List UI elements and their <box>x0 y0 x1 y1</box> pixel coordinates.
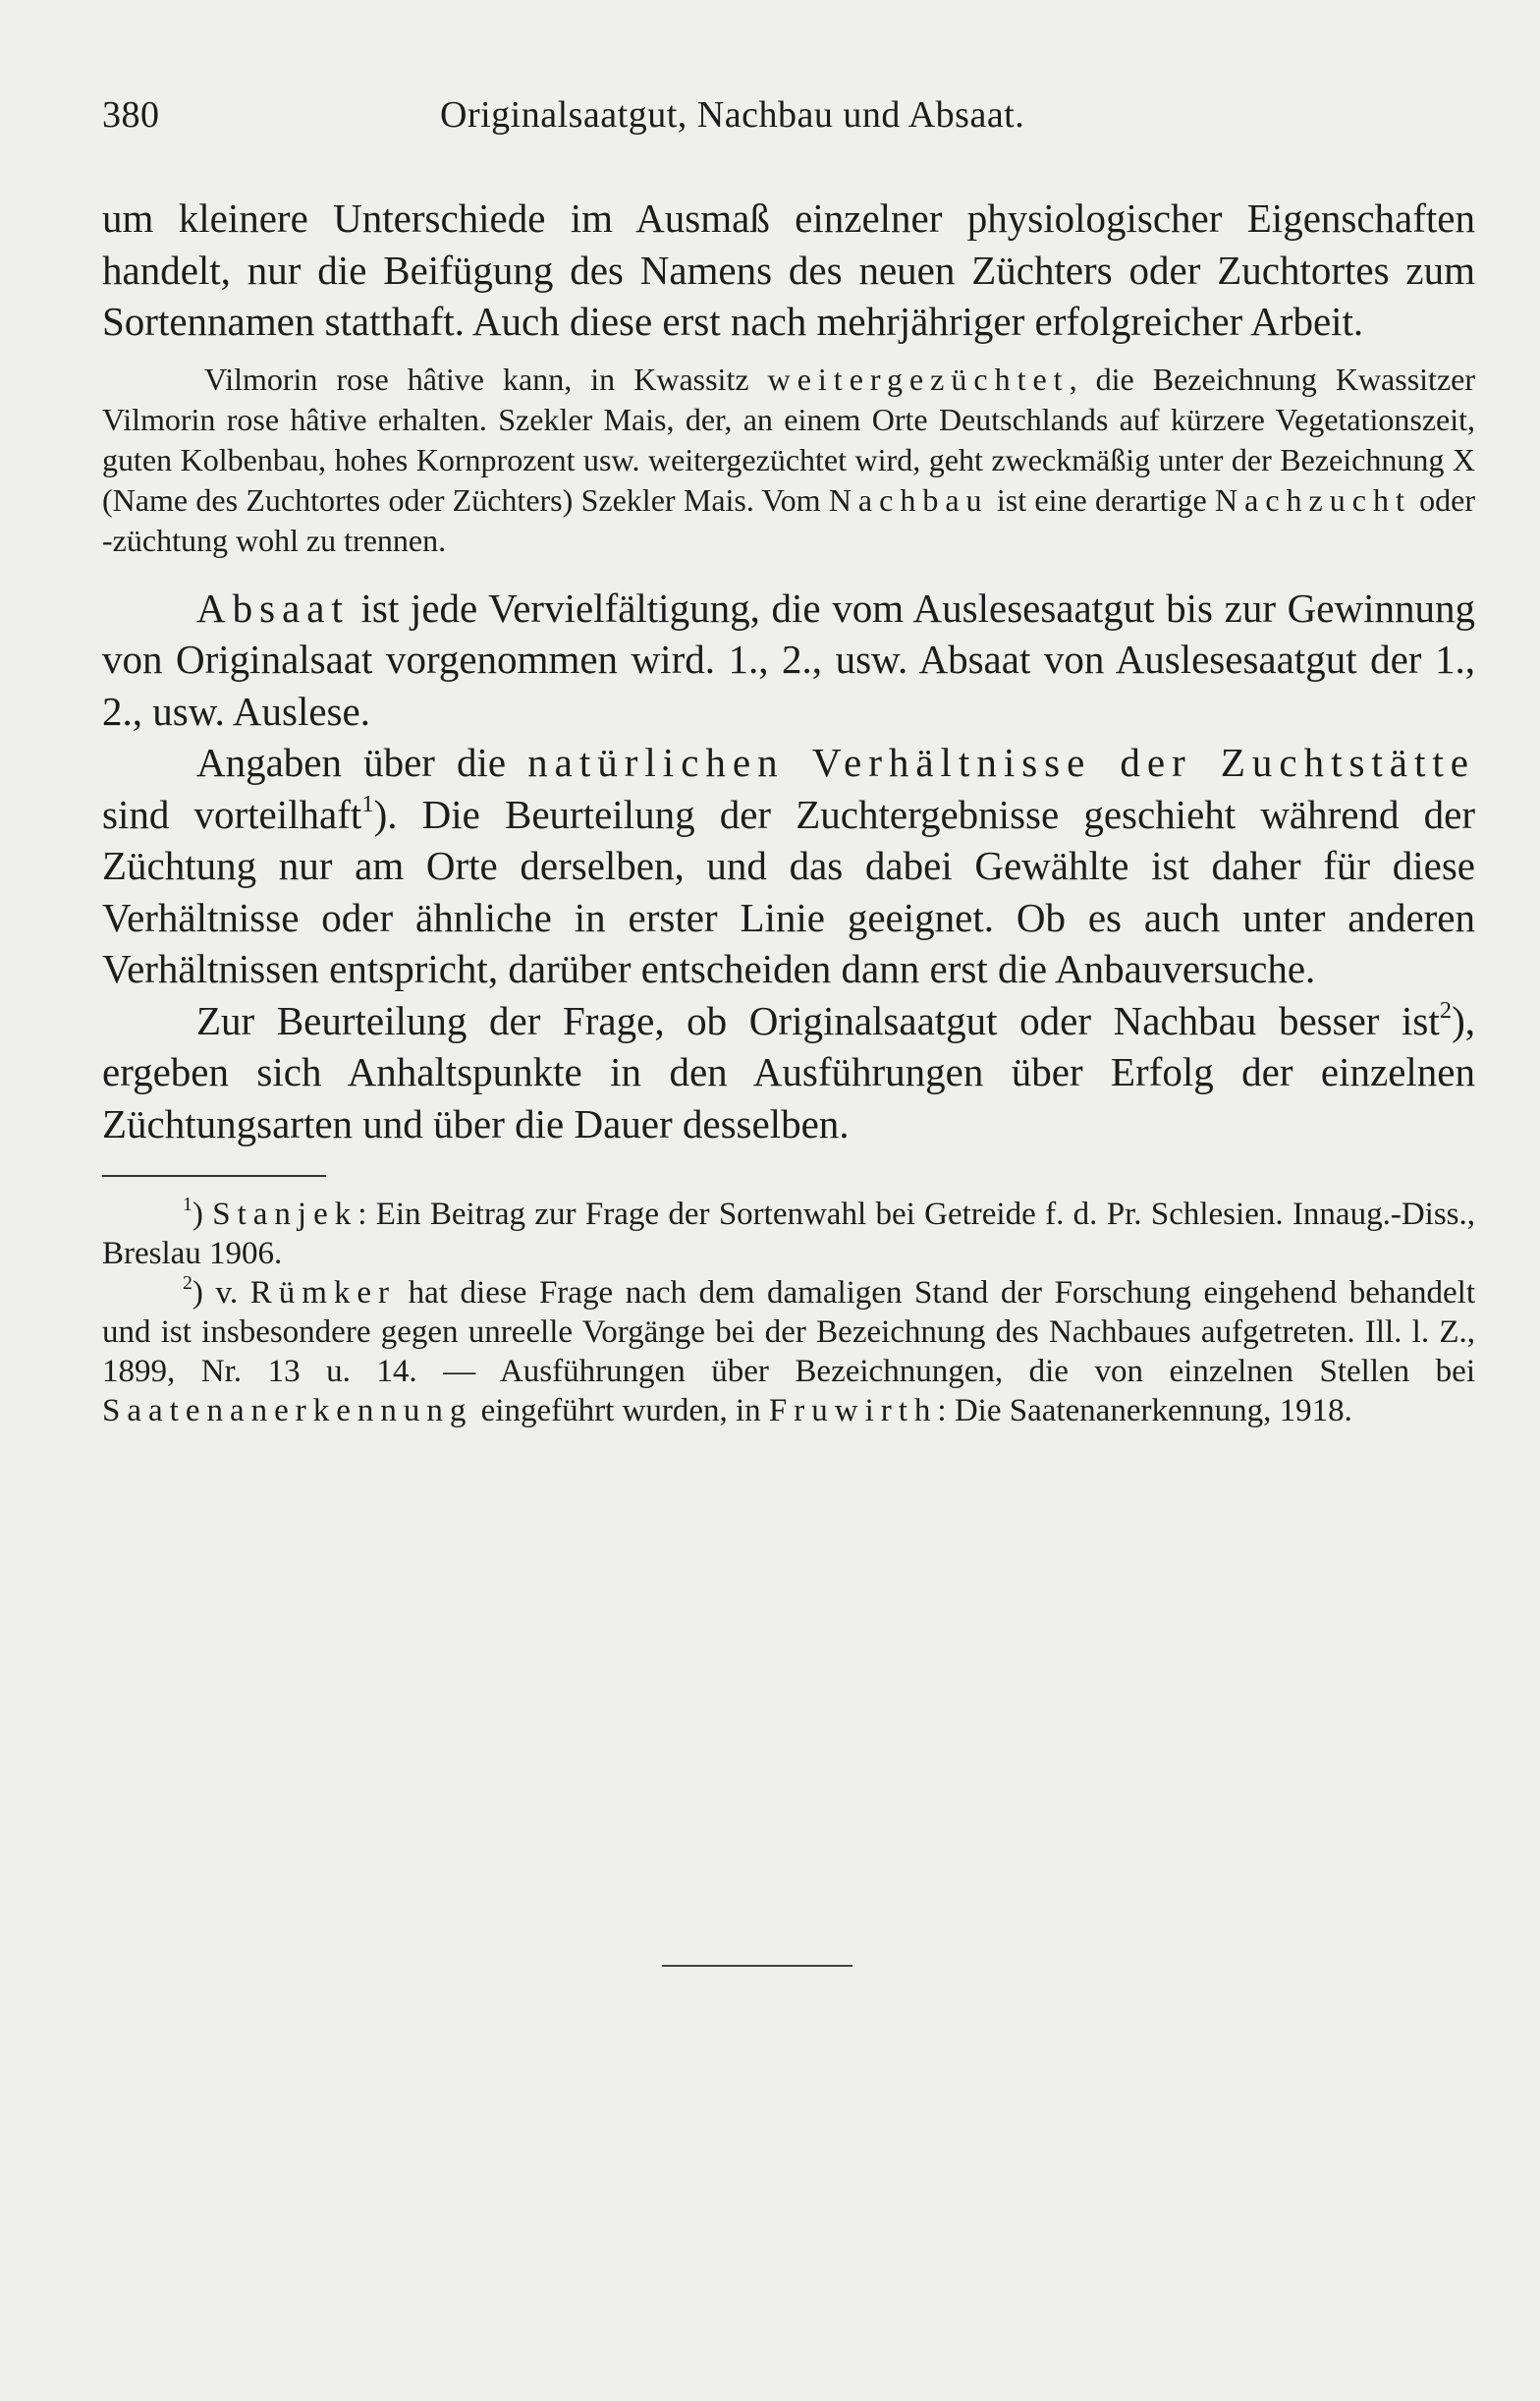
emphasis-nachzucht: Nachzucht <box>1215 481 1411 518</box>
paragraph-continuation: um kleinere Unterschiede im Ausmaß einzelner physiologischer Eigenschaften handelt, nur die Beifügung des Namens des neuen Züchters oder Zuchtortes zum Sortennamen statthaft. Auch diese erst nach mehrjähriger erfolgreicher Arbeit. <box>102 195 1475 344</box>
paragraph-text: Angaben über die <box>196 740 528 785</box>
footnote-text: hat diese Frage nach dem damaligen Stand der Forschung eingehend behandelt und ist insbesondere gegen unreelle Vorgänge bei der Bezeichnung des Nachbaues aufgetreten. Ill. l. Z., 1899, Nr. 13 u. 14. — Ausführungen über Bezeichnungen, die von einzelnen Stellen bei <box>102 1275 1475 1389</box>
page-body <box>102 193 1475 1430</box>
footnote-author: Stanjek <box>212 1197 358 1232</box>
footnote-text: : Ein Beitrag zur Frage der Sortenwahl bei Getreide f. d. Pr. Schlesien. Innaug.-Diss., Breslau 1906. <box>102 1197 1475 1271</box>
paragraph-text: ist jede Vervielfältigung, die vom Auslesesaatgut bis zur Gewinnung von Originalsaat vorgenommen wird. 1., 2., usw. Absaat von Auslesesaatgut der 1., 2., usw. Auslese. <box>102 585 1475 734</box>
footnote-mark: 2 <box>183 1272 192 1295</box>
emphasis-fruwirth: Fruwirth <box>768 1393 938 1428</box>
footnote-text: : Die Saatenanerkennung, 1918. <box>937 1393 1352 1428</box>
example-text: , die Bezeichnung Kwassitzer Vilmorin rose hâtive erhalten. Szekler Mais, der, an einem Orte Deutschlands auf kürzere Vegetationszeit, guten Kolbenbau, hohes Kornprozent usw. weitergezüchtet wird, geht zweckmäßig unter der Bezeichnung X (Name des Zuchtortes oder Züchters) Szekler Mais. Vom <box>102 361 1476 518</box>
paragraph-text: ). Die Beurteilung der Zuchtergebnisse geschieht während der Züchtung nur am Orte derselben, und das dabei Gewählte ist daher für diese Verhältnisse oder ähnliche in erster Linie geeignet. Ob es auch unter anderen Verhältnissen entspricht, darüber entscheiden dann erst die Anbauversuche. <box>102 791 1475 991</box>
paragraph-beurteilung <box>102 995 1475 1150</box>
paragraph-text: ), ergeben sich Anhaltspunkte in den Ausführungen über Erfolg der einzelnen Züchtungsarten und über die Dauer desselben. <box>102 997 1475 1146</box>
example-text: oder -züchtung wohl zu trennen. <box>102 481 1476 558</box>
emphasis-saatenanerkennung: Saatenanerkennung <box>102 1393 473 1428</box>
example-paragraph <box>102 360 1475 561</box>
footnote-divider <box>102 1175 326 1177</box>
footnote-1: $^1$) Stanjek: Ein Beitrag zur Frage der Sortenwahl bei Getreide f. d. Pr. Schlesien. Innaug.-Diss., Breslau 1906. <box>102 1194 1475 1271</box>
page-number: 380 <box>102 94 160 136</box>
page-header <box>102 93 1477 152</box>
running-title: Originalsaatgut, Nachbau und Absaat. <box>440 94 1025 136</box>
footnote-author: Rümker <box>249 1275 397 1311</box>
paragraph-zuchtstaette <box>102 737 1475 995</box>
emphasis-nachbau: Nachbau <box>828 481 989 518</box>
paragraph-text: Zur Beurteilung der Frage, ob Originalsaatgut oder Nachbau besser ist <box>196 997 1440 1043</box>
footnote-2: $^2$) v. Rümker hat diese Frage nach dem damaligen Stand der Forschung eingehend behandelt und ist insbesondere gegen unreelle Vorgänge bei der Bezeichnung des Nachbaues aufgetreten. Ill. l. Z., 1899, Nr. 13 u. 14. — Ausführungen über Bezeichnungen, die von einzelnen Stellen bei Saatenanerkennung eingeführt wurden, in Fruwirth: Die Saatenanerkennung, 1918. <box>102 1272 1475 1428</box>
example-text: ist eine derartige <box>988 481 1216 518</box>
example-text: Vilmorin rose hâtive kann, in Kwassitz <box>204 361 768 397</box>
end-rule <box>662 1965 852 1967</box>
emphasis-absaat: Absaat <box>196 585 350 631</box>
paragraph-text: sind vorteilhaft <box>102 791 362 837</box>
paragraph-absaat <box>102 583 1475 738</box>
footnote-ref-1[interactable]: 1 <box>361 790 374 817</box>
emphasis-weitergezuechtet: weitergezüchtet <box>767 361 1070 397</box>
footnote-mark: 1 <box>183 1194 192 1216</box>
footnotes <box>102 1195 1475 1430</box>
emphasis-natuerliche-verhaeltnisse: natürlichen Verhältnisse der Zuchtstätte <box>527 740 1475 785</box>
footnote-text: v. <box>215 1275 250 1311</box>
footnote-ref-2[interactable]: 2 <box>1439 996 1453 1024</box>
footnote-text: eingeführt wurden, in <box>472 1393 769 1428</box>
